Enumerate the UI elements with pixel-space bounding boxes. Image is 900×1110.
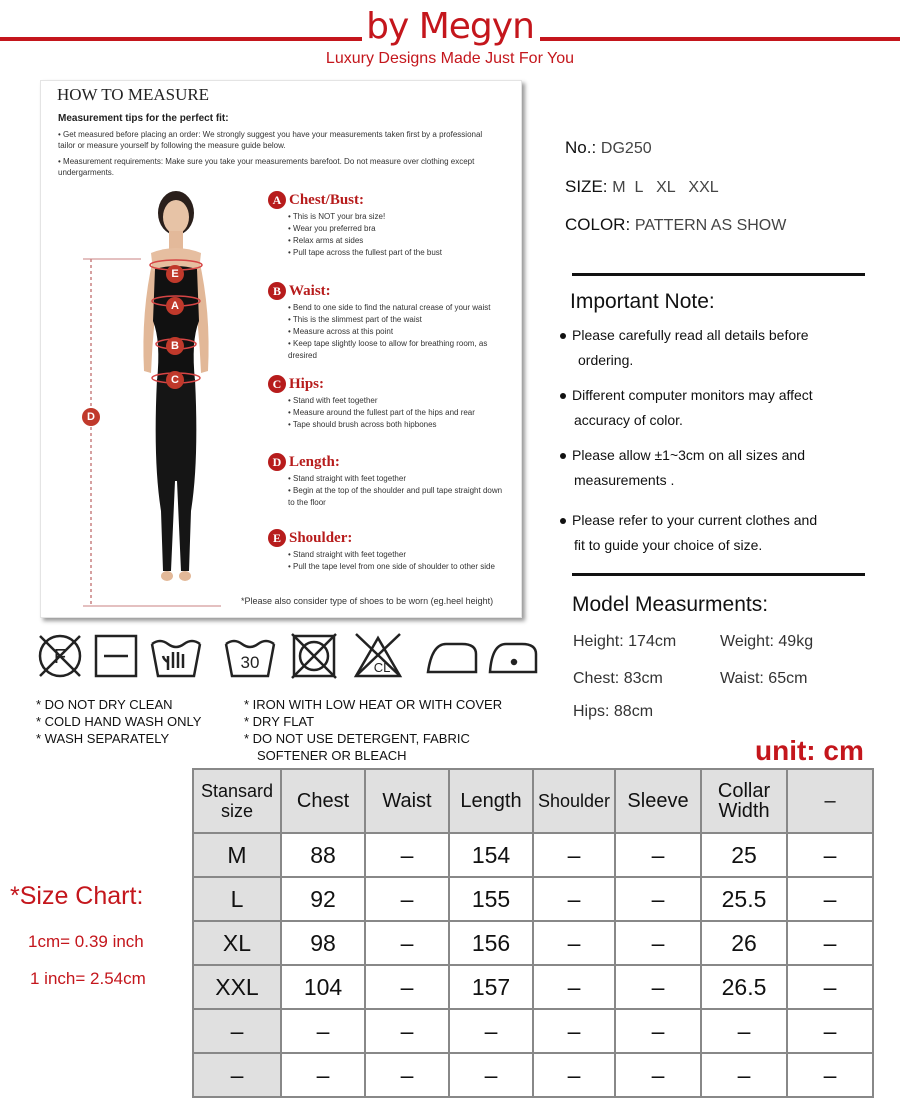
section-shoulder <box>268 529 508 573</box>
table-cell: 25 <box>701 833 787 877</box>
table-cell: – <box>533 1009 615 1053</box>
label-d-badge: D <box>82 408 100 426</box>
section-item: • Measure across at this point <box>288 326 508 338</box>
note-item <box>560 323 870 373</box>
table-cell: – <box>787 877 873 921</box>
size-label-cell: M <box>193 833 281 877</box>
section-item: • Stand straight with feet together <box>288 473 508 485</box>
important-note-heading: Important Note: <box>570 290 715 313</box>
header-line: Width <box>718 800 770 822</box>
care-item: * WASH SEPARATELY <box>36 731 170 746</box>
table-cell: 25.5 <box>701 877 787 921</box>
size-chart-title: *Size Chart: <box>10 882 144 910</box>
section-badge: D <box>268 453 286 471</box>
size-table <box>192 768 874 1098</box>
note-line: Different computer monitors may affect <box>572 387 813 403</box>
table-cell: – <box>365 921 449 965</box>
note-item <box>560 508 870 558</box>
table-cell: – <box>787 1009 873 1053</box>
product-color-label: COLOR: <box>565 215 631 234</box>
note-line: fit to guide your choice of size. <box>574 537 763 553</box>
section-badge: E <box>268 529 286 547</box>
product-number-value: DG250 <box>600 140 652 157</box>
table-cell: 157 <box>449 965 533 1009</box>
section-item: • Pull the tape level from one side of shoulder to other side <box>288 561 508 573</box>
table-header-cell: Sleeve <box>615 769 701 833</box>
section-item: • Stand with feet together <box>288 395 508 407</box>
unit-label: unit: cm <box>755 735 864 766</box>
product-number <box>565 138 652 158</box>
table-header-cell: Shoulder <box>533 769 615 833</box>
note-item <box>560 443 870 493</box>
table-cell: 154 <box>449 833 533 877</box>
size-label-cell: XL <box>193 921 281 965</box>
table-cell: 156 <box>449 921 533 965</box>
note-line: accuracy of color. <box>574 412 683 428</box>
header-line: Stansard <box>200 781 274 801</box>
bullet-icon <box>560 333 566 339</box>
care-item: SOFTENER OR BLEACH <box>257 748 407 763</box>
conversion-cm: 1cm= 0.39 inch <box>28 932 144 951</box>
table-cell: – <box>533 833 615 877</box>
table-cell: 92 <box>281 877 365 921</box>
section-item: • Bend to one side to find the natural crease of your waist <box>288 302 508 314</box>
section-title: Length: <box>289 453 340 470</box>
header-line: size <box>220 801 253 821</box>
iron-icon <box>428 644 476 672</box>
size-label-cell: XXL <box>193 965 281 1009</box>
size-label-cell: L <box>193 877 281 921</box>
table-cell: – <box>281 1053 365 1097</box>
table-row <box>193 833 873 877</box>
model-weight: Weight: 49kg <box>720 633 814 650</box>
table-cell: – <box>701 1053 787 1097</box>
section-length <box>268 453 508 509</box>
care-item: * DO NOT DRY CLEAN <box>36 697 173 712</box>
tip-item: • Measurement requirements: Make sure you take your measurements barefoot. Do not measure over clothing except undergarments. <box>58 157 475 177</box>
bullet-icon <box>560 453 566 459</box>
model-height: Height: 174cm <box>573 633 677 650</box>
table-cell: – <box>615 833 701 877</box>
section-badge: B <box>268 282 286 300</box>
no-dry-clean-icon <box>40 636 80 676</box>
section-item: • Keep tape slightly loose to allow for breathing room, as dresired <box>288 338 508 362</box>
table-cell: 26.5 <box>701 965 787 1009</box>
table-cell: – <box>787 921 873 965</box>
care-item: * DO NOT USE DETERGENT, FABRIC <box>244 731 470 746</box>
section-waist <box>268 282 508 362</box>
table-cell: – <box>533 965 615 1009</box>
section-item: • This is NOT your bra size! <box>288 211 508 223</box>
header-line: Collar <box>717 780 771 802</box>
table-cell: – <box>615 1009 701 1053</box>
table-row <box>193 965 873 1009</box>
care-icons <box>30 630 540 682</box>
divider <box>572 273 865 276</box>
table-header-row <box>193 769 873 833</box>
model-hips: Hips: 88cm <box>573 703 654 720</box>
note-line: Please allow ±1~3cm on all sizes and <box>572 447 805 463</box>
section-badge: C <box>268 375 286 393</box>
conversion-inch: 1 inch= 2.54cm <box>30 969 146 988</box>
size-label-cell: – <box>193 1009 281 1053</box>
model-heading: Model Measurments: <box>572 593 769 616</box>
section-item: • Wear you preferred bra <box>288 223 508 235</box>
iron-low-heat-icon <box>490 644 536 672</box>
label-c-badge: C <box>166 371 184 389</box>
section-title: Shoulder: <box>289 529 353 546</box>
product-color <box>565 215 786 235</box>
product-number-label: No.: <box>565 138 597 157</box>
divider <box>572 573 865 576</box>
care-item: * COLD HAND WASH ONLY <box>36 714 202 729</box>
table-header-cell: Chest <box>281 769 365 833</box>
section-hips <box>268 375 508 431</box>
model-chest: Chest: 83cm <box>573 670 663 687</box>
table-cell: 104 <box>281 965 365 1009</box>
table-cell: – <box>365 833 449 877</box>
model-waist: Waist: 65cm <box>720 670 808 687</box>
section-item: • Measure around the fullest part of the hips and rear <box>288 407 508 419</box>
table-cell: – <box>615 965 701 1009</box>
size-label-cell: – <box>193 1053 281 1097</box>
table-row <box>193 877 873 921</box>
section-item: • Relax arms at sides <box>288 235 508 247</box>
table-cell: – <box>787 833 873 877</box>
section-badge: A <box>268 191 286 209</box>
how-to-measure-card <box>40 80 522 618</box>
note-line: Please carefully read all details before <box>572 327 809 343</box>
table-cell: – <box>615 877 701 921</box>
section-title: Hips: <box>289 375 325 392</box>
table-cell: – <box>615 1053 701 1097</box>
table-header-cell: – <box>787 769 873 833</box>
table-cell: 98 <box>281 921 365 965</box>
shoe-note: *Please also consider type of shoes to be worn (eg.heel height) <box>241 596 494 606</box>
tips-heading: Measurement tips for the perfect fit: <box>58 113 229 124</box>
note-line: ordering. <box>578 352 634 368</box>
table-cell: – <box>365 877 449 921</box>
svg-text:F: F <box>53 646 67 668</box>
tip-item: • Get measured before placing an order: We strongly suggest you have your measurements taken first by a professional tailor or measure yourself by following the measure guide below. <box>58 130 483 150</box>
table-row <box>193 1009 873 1053</box>
tagline: Luxury Designs Made Just For You <box>325 50 575 67</box>
brand-logo: by Megyn <box>366 6 534 47</box>
table-cell: – <box>365 1053 449 1097</box>
care-right-list <box>244 696 502 764</box>
table-cell: 26 <box>701 921 787 965</box>
section-chest <box>268 191 508 259</box>
card-title: HOW TO MEASURE <box>57 85 210 104</box>
wash-temp-label: 30 <box>240 653 260 672</box>
product-size-label: SIZE: <box>565 177 608 196</box>
no-tumble-dry-icon <box>292 634 336 678</box>
product-size <box>565 177 719 197</box>
care-left-list <box>36 696 201 747</box>
table-cell: – <box>787 965 873 1009</box>
bullet-icon <box>560 393 566 399</box>
table-header-cell: Waist <box>365 769 449 833</box>
table-row <box>193 1053 873 1097</box>
table-cell: – <box>449 1009 533 1053</box>
table-cell: – <box>365 965 449 1009</box>
hand-wash-icon <box>152 641 200 676</box>
label-a-badge: A <box>166 297 184 315</box>
table-cell: – <box>787 1053 873 1097</box>
section-title: Waist: <box>289 282 331 299</box>
table-header-cell: Length <box>449 769 533 833</box>
section-item: • Stand straight with feet together <box>288 549 508 561</box>
dry-flat-icon <box>96 636 136 676</box>
care-item: * IRON WITH LOW HEAT OR WITH COVER <box>244 697 503 712</box>
no-bleach-label: CL <box>373 660 391 675</box>
table-cell: – <box>449 1053 533 1097</box>
care-item: * DRY FLAT <box>244 714 315 729</box>
label-b-badge: B <box>166 337 184 355</box>
table-cell: 88 <box>281 833 365 877</box>
table-cell: – <box>533 877 615 921</box>
table-cell: – <box>701 1009 787 1053</box>
body-figure <box>41 81 271 617</box>
product-size-value: M L XL XXL <box>612 179 719 196</box>
note-line: Please refer to your current clothes and <box>572 512 818 528</box>
section-title: Chest/Bust: <box>289 191 365 208</box>
note-line: measurements . <box>574 472 675 488</box>
label-e-badge: E <box>166 265 184 283</box>
table-cell: – <box>533 921 615 965</box>
table-header-cell <box>701 769 787 833</box>
note-item <box>560 383 870 433</box>
table-cell: – <box>615 921 701 965</box>
table-header-cell <box>193 769 281 833</box>
section-item: • Pull tape across the fullest part of the bust <box>288 247 508 259</box>
product-color-value: PATTERN AS SHOW <box>634 217 787 234</box>
section-item: • Tape should brush across both hipbones <box>288 419 508 431</box>
table-cell: – <box>365 1009 449 1053</box>
bullet-icon <box>560 518 566 524</box>
table-cell: – <box>533 1053 615 1097</box>
table-row <box>193 921 873 965</box>
section-item: • Begin at the top of the shoulder and pull tape straight down to the floor <box>288 485 508 509</box>
table-cell: 155 <box>449 877 533 921</box>
section-item: • This is the slimmest part of the waist <box>288 314 508 326</box>
table-cell: – <box>281 1009 365 1053</box>
